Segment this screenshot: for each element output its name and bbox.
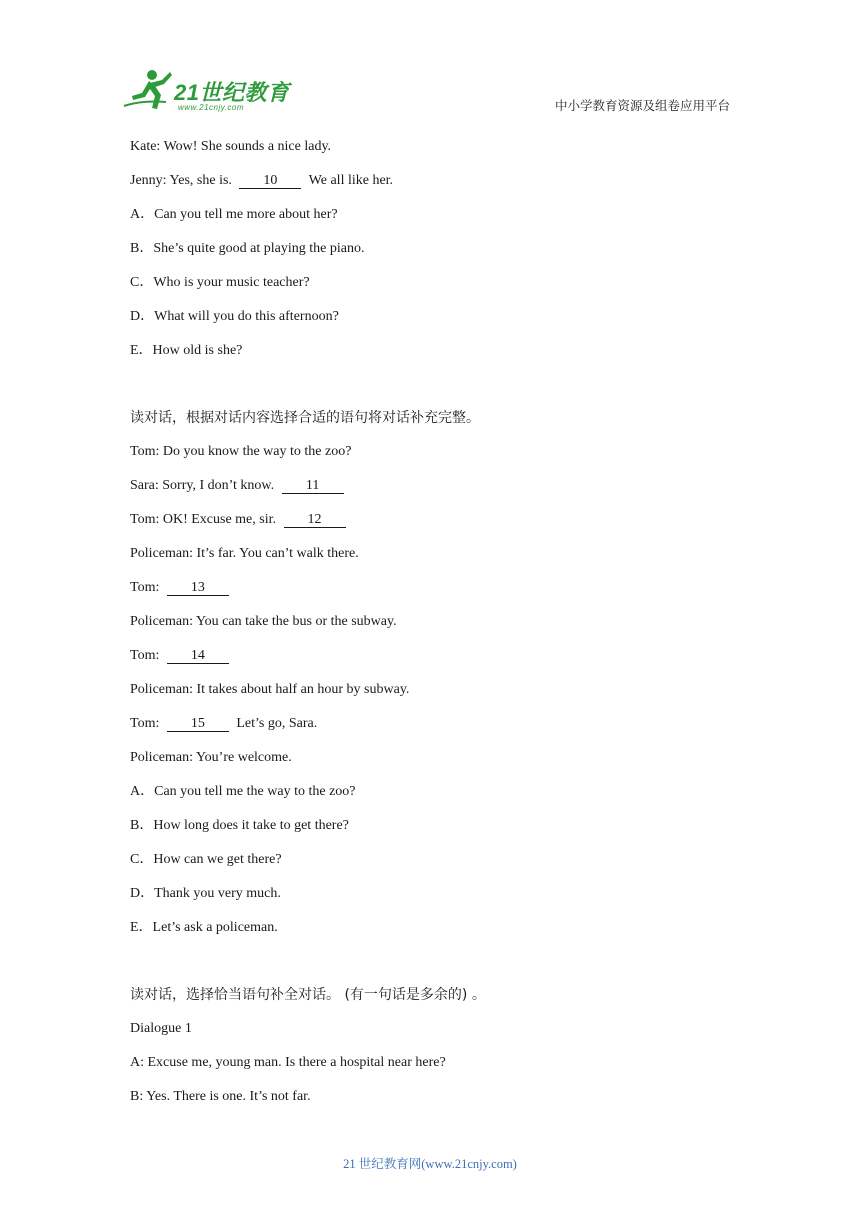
answer-blank: 10 (239, 173, 301, 189)
option-item: B．How long does it take to get there? (130, 818, 349, 833)
page-footer: 21 世纪教育网(www.21cnjy.com) (343, 1157, 517, 1171)
dialogue-line (130, 511, 750, 545)
line-text: Let’s go, Sara. (236, 716, 318, 731)
answer-blank: 15 (167, 716, 229, 732)
page-header (0, 0, 860, 130)
answer-blank: 12 (284, 512, 346, 528)
dialogue-line (130, 172, 750, 206)
document-body (130, 138, 750, 1122)
dialogue-line (130, 715, 750, 749)
dialogue-title: Dialogue 1 (130, 1021, 192, 1036)
platform-name: 中小学教育资源及组卷应用平台 (554, 98, 730, 113)
line-text: Sara: Sorry, I don’t know. (130, 478, 275, 493)
dialogue-line: Kate: Wow! She sounds a nice lady. (130, 139, 332, 154)
logo-url: www.21cnjy.com (178, 103, 244, 112)
option-item: E．How old is she? (130, 343, 243, 358)
logo-text: 21世纪教育 (174, 80, 290, 105)
answer-blank: 14 (167, 648, 229, 664)
option-item: D．What will you do this afternoon? (130, 309, 339, 324)
dialogue-line: Policeman: It’s far. You can’t walk there. (130, 546, 359, 561)
dialogue-line: Policeman: It takes about half an hour by subway. (130, 682, 410, 697)
option-item: C．Who is your music teacher? (130, 275, 310, 290)
option-item: E．Let’s ask a policeman. (130, 920, 278, 935)
line-text: Tom: (130, 648, 160, 663)
dialogue-line: Policeman: You can take the bus or the subway. (130, 614, 397, 629)
line-text: Tom: (130, 580, 160, 595)
dialogue-line (130, 579, 750, 613)
runner-logo-icon (122, 66, 174, 114)
dialogue-line (130, 477, 750, 511)
answer-blank: 11 (282, 478, 344, 494)
answer-blank: 13 (167, 580, 229, 596)
dialogue-line: B: Yes. There is one. It’s not far. (130, 1089, 311, 1104)
dialogue-line: Tom: Do you know the way to the zoo? (130, 444, 352, 459)
logo (122, 66, 292, 118)
option-item: A．Can you tell me more about her? (130, 207, 338, 222)
line-text: Tom: (130, 716, 160, 731)
section-instruction: 读对话，根据对话内容选择合适的语句将对话补充完整。 (130, 410, 480, 426)
line-text: Tom: OK! Excuse me, sir. (130, 512, 276, 527)
section-instruction: 读对话，选择恰当语句补全对话。 (有一句话是多余的) 。 (130, 987, 486, 1003)
dialogue-line (130, 647, 750, 681)
option-item: D．Thank you very much. (130, 886, 281, 901)
option-item: A．Can you tell me the way to the zoo? (130, 784, 356, 799)
option-item: C．How can we get there? (130, 852, 282, 867)
dialogue-line: A: Excuse me, young man. Is there a hospital near here? (130, 1055, 446, 1070)
dialogue-line: Policeman: You’re welcome. (130, 750, 292, 765)
line-text: We all like her. (308, 173, 394, 188)
line-text: Jenny: Yes, she is. (130, 173, 232, 188)
option-item: B．She’s quite good at playing the piano. (130, 241, 365, 256)
